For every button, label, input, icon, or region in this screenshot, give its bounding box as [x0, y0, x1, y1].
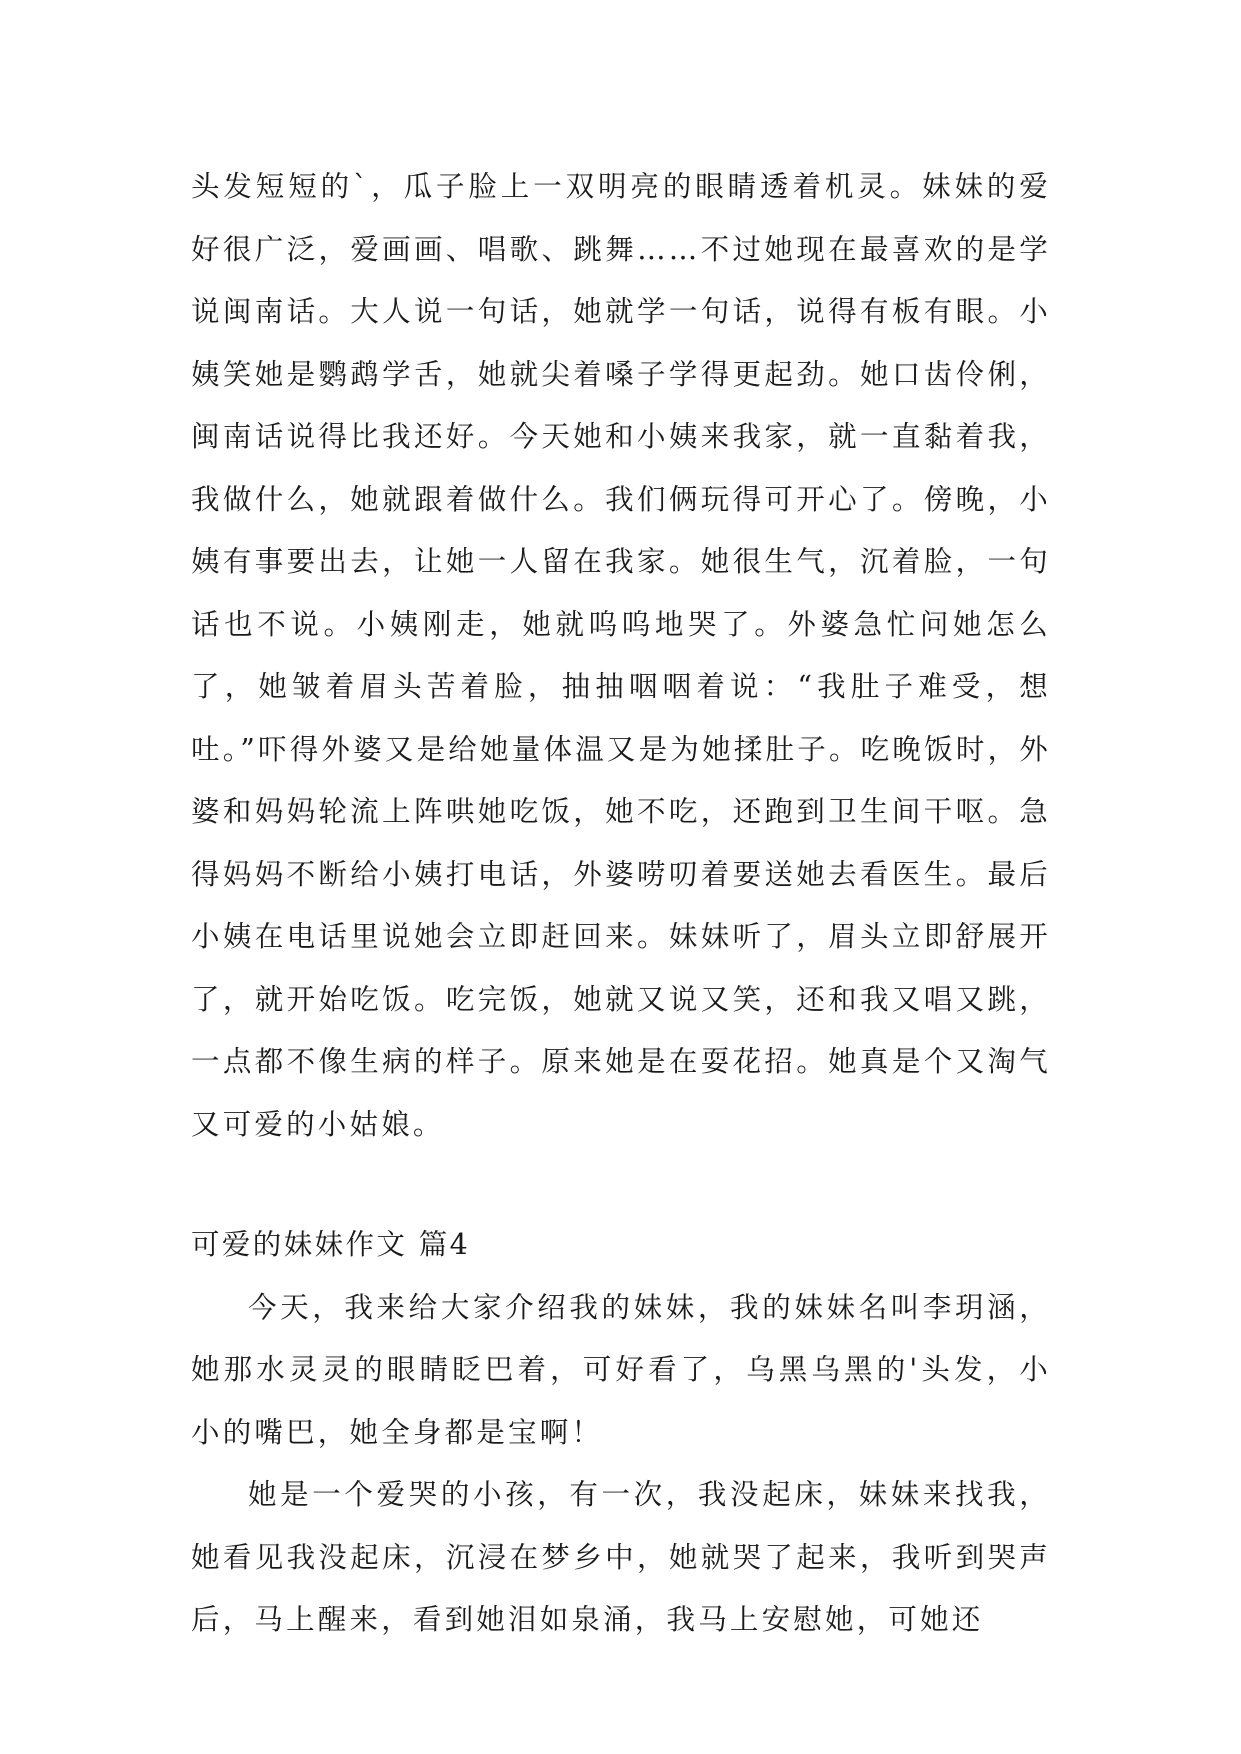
document-body	[191, 156, 1051, 1652]
section-paragraph-1: 今天，我来给大家介绍我的妹妹，我的妹妹名叫李玥涵，她那水灵灵的眼睛眨巴着，可好看了，乌黑乌黑的'头发，小小的嘴巴，她全身都是宝啊！	[191, 1290, 1051, 1449]
continuation-paragraph: 头发短短的`，瓜子脸上一双明亮的眼睛透着机灵。妹妹的爱好很广泛，爱画画、唱歌、跳舞……不过她现在最喜欢的是学说闽南话。大人说一句话，她就学一句话，说得有板有眼。小姨笑她是鹦鹉学舌，她就尖着嗓子学得更起劲。她口齿伶俐，闽南话说得比我还好。今天她和小姨来我家，就一直黏着我，我做什么，她就跟着做什么。我们俩玩得可开心了。傍晚，小姨有事要出去，让她一人留在我家。她很生气，沉着脸，一句话也不说。小姨刚走，她就呜呜地哭了。外婆急忙问她怎么了，她皱着眉头苦着脸，抽抽咽咽着说：“我肚子难受，想吐。”吓得外婆又是给她量体温又是为她揉肚子。吃晚饭时，外婆和妈妈轮流上阵哄她吃饭，她不吃，还跑到卫生间干呕。急得妈妈不断给小姨打电话，外婆唠叨着要送她去看医生。最后小姨在电话里说她会立即赶回来。妹妹听了，眉头立即舒展开了，就开始吃饭。吃完饭，她就又说又笑，还和我又唱又跳，一点都不像生病的样子。原来她是在耍花招。她真是个又淘气又可爱的小姑娘。	[191, 170, 1051, 1141]
section-heading: 可爱的妹妹作文 篇4	[191, 1228, 471, 1261]
section-paragraph-2: 她是一个爱哭的小孩，有一次，我没起床，妹妹来找我，她看见我没起床，沉浸在梦乡中，她就哭了起来，我听到哭声后，马上醒来，看到她泪如泉涌，我马上安慰她，可她还	[191, 1478, 1051, 1636]
